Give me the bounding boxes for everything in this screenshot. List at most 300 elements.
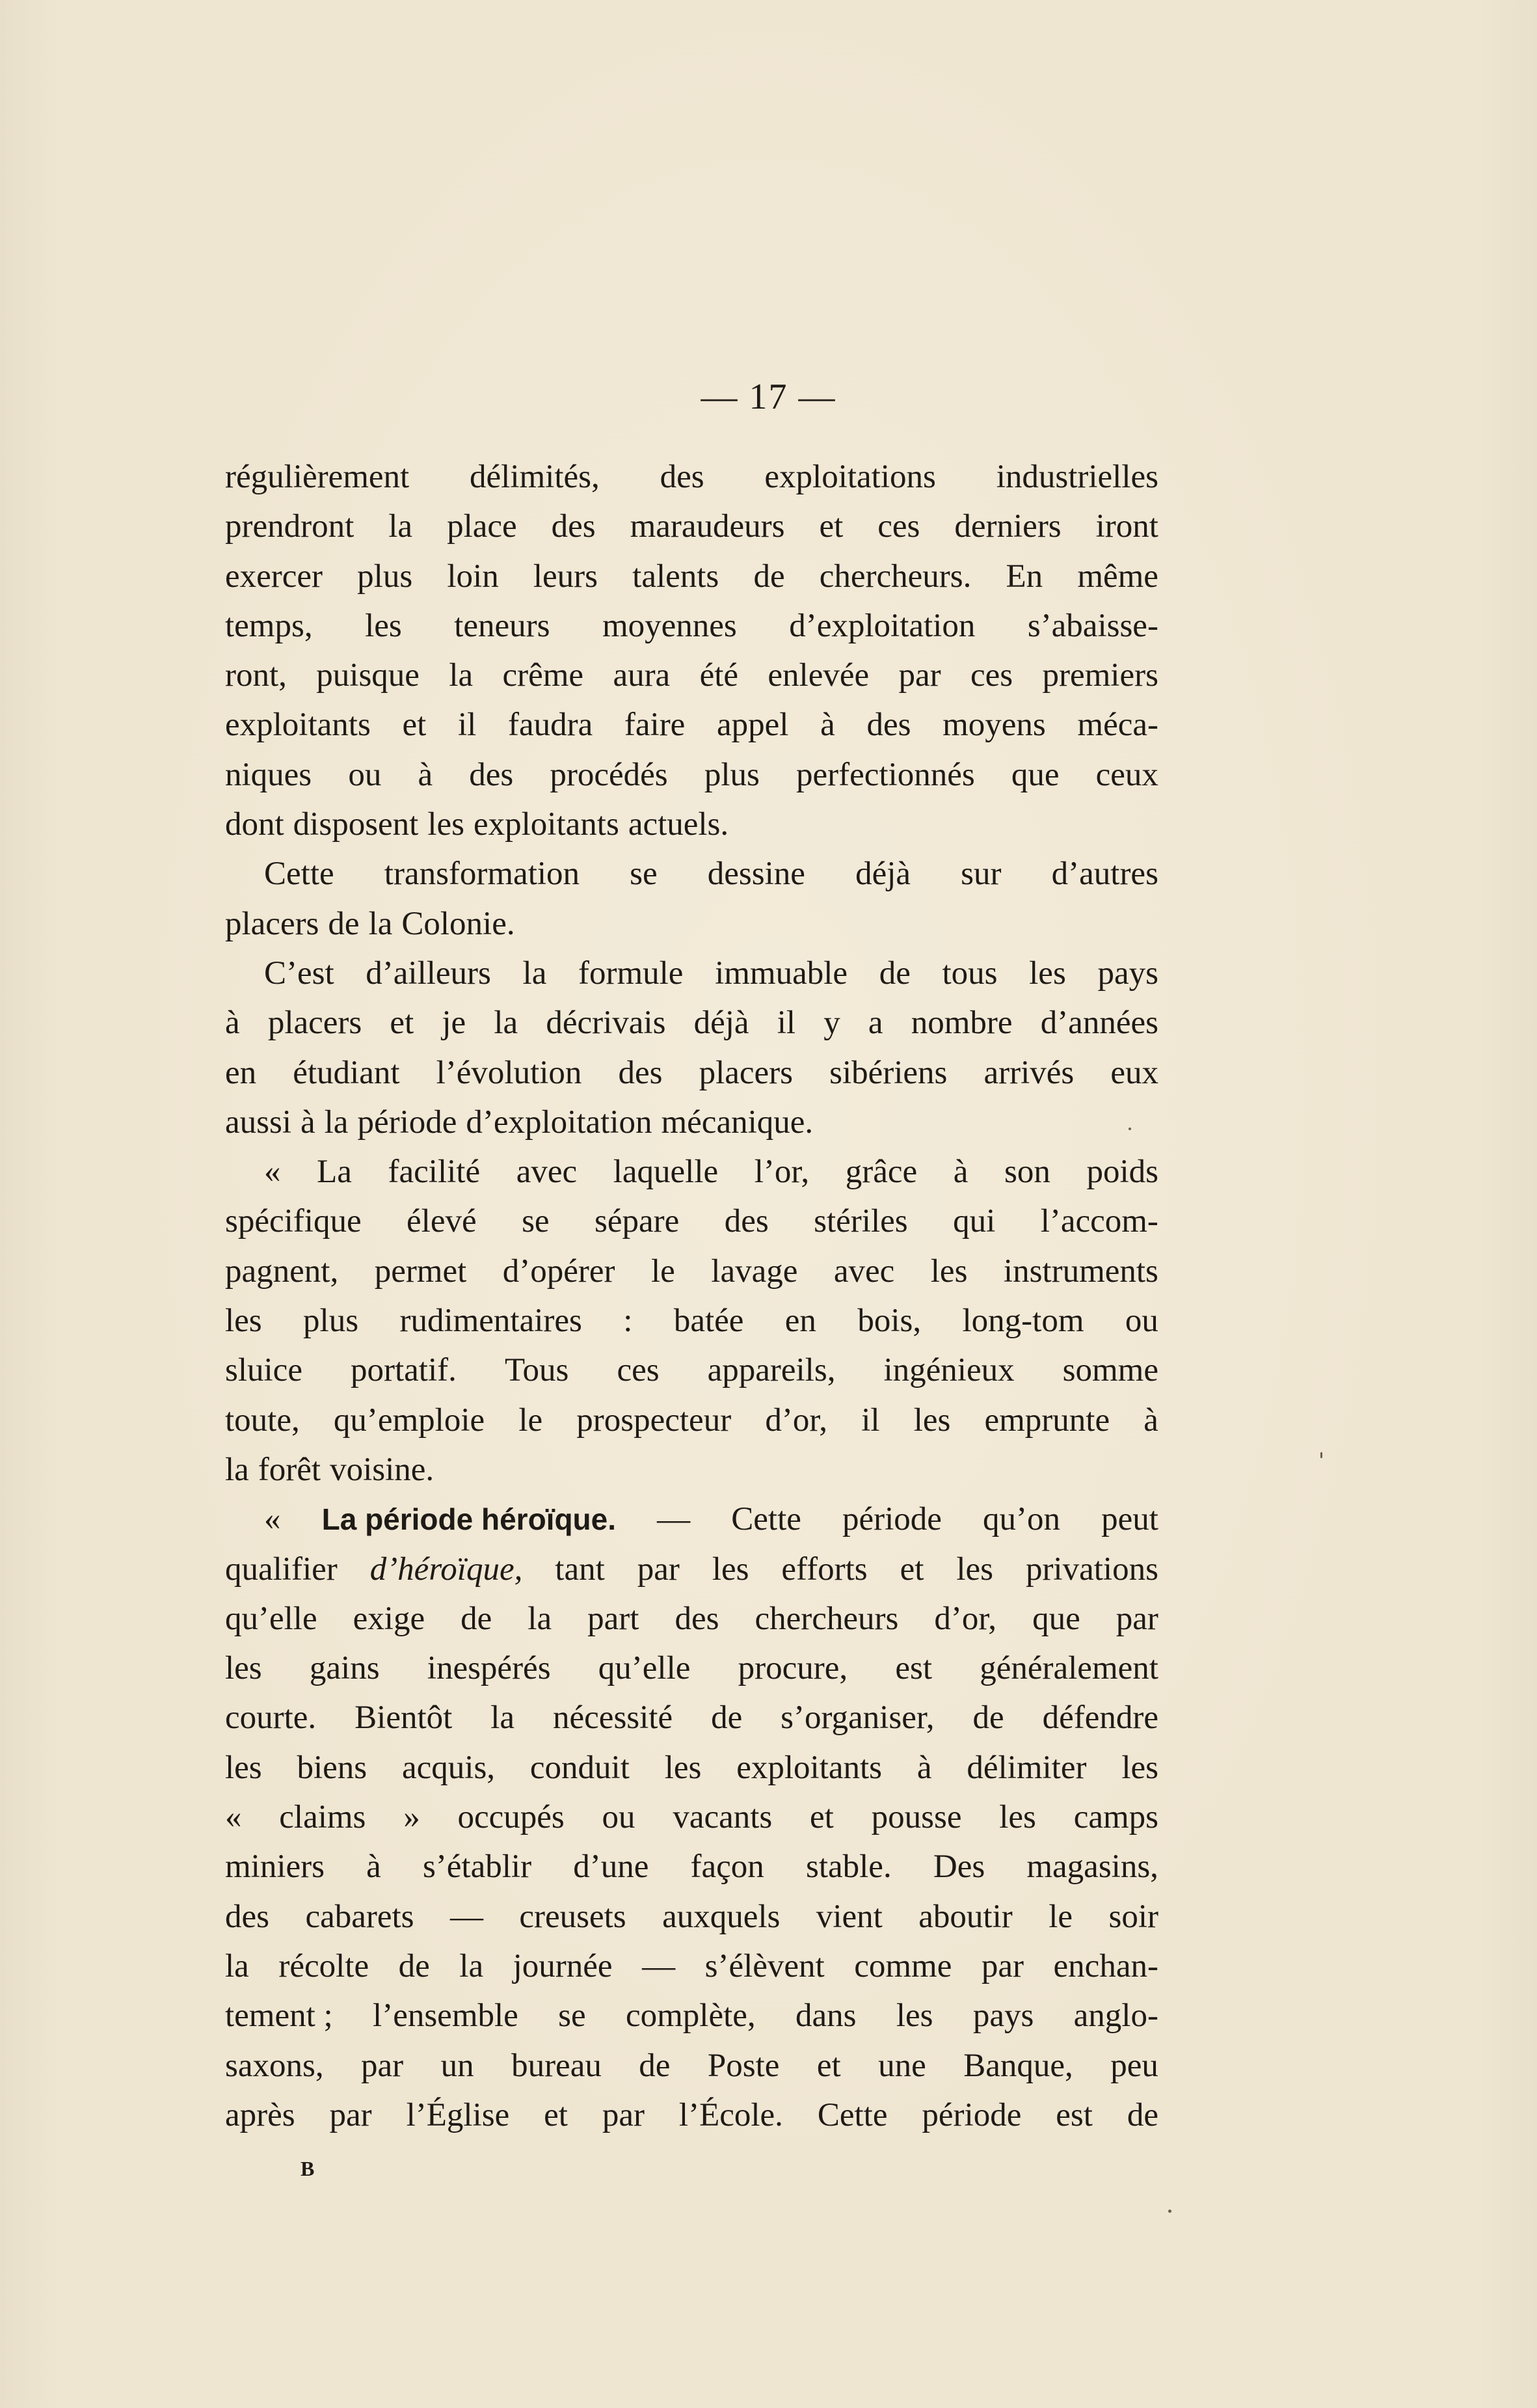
text-line [225,1098,1158,1147]
word: le [1049,1898,1073,1935]
word: par [602,2096,645,2133]
word: l’or, [754,1154,810,1191]
word: pousse [871,1799,962,1836]
word: faudra [507,707,593,744]
word: y [823,1005,840,1042]
word: spécifique [225,1203,362,1240]
word: premiers [1042,657,1158,694]
word: les [225,1650,262,1687]
word: procure, [738,1650,848,1687]
word: placers [225,905,319,942]
text-line [225,1495,1158,1544]
word: un [440,2047,474,2084]
word: exige [353,1600,425,1637]
word: nombre [911,1005,1013,1042]
word: lavage [711,1252,798,1290]
word: dont [225,806,284,843]
word: conduit [529,1749,630,1786]
word: et [390,1005,414,1042]
word: ceux [1095,756,1158,793]
word: délimités, [470,459,600,495]
word: de [461,1600,492,1637]
word: disposent [293,806,419,843]
word: derniers [954,508,1062,545]
word: il [861,1401,880,1439]
word: maraudeurs [630,508,785,545]
word: d’autres [1051,856,1158,893]
word: sépare [595,1203,680,1240]
word: une [878,2047,926,2084]
word: inespérés [427,1650,551,1687]
word: peut [1101,1501,1158,1538]
word: de [711,1699,743,1737]
word: La [317,1154,352,1191]
word: par [329,2096,372,2133]
word: dessine [707,856,805,893]
word: bureau [511,2047,602,2084]
word: délimiter [967,1749,1087,1786]
word: exercer [225,558,323,595]
word: la [225,1451,249,1488]
word: les [712,1550,749,1588]
word: sluice [225,1352,302,1389]
word: prospecteur [576,1401,732,1439]
word: exploitations [764,459,936,495]
word: somme [1062,1352,1158,1389]
word: de [972,1699,1004,1737]
word: la [494,1005,518,1042]
word: toute, [225,1401,300,1439]
word: part [587,1600,639,1637]
word: d’une [573,1848,649,1886]
word: moyennes [602,607,737,644]
word: moyens [942,707,1046,744]
word: défendre [1042,1699,1158,1737]
word: d’exploitation [789,607,976,644]
word: gains [309,1650,380,1687]
word: tant [555,1550,605,1588]
word: facilité [388,1154,481,1191]
text-line [225,651,1158,700]
word: occupés [457,1799,565,1836]
word: les [664,1749,702,1786]
word: pays [972,1997,1034,2035]
word: industrielles [996,459,1158,495]
word: qu’elle [225,1600,317,1637]
word: » [403,1799,420,1836]
word: leurs [533,558,598,595]
word: récolte [278,1947,369,1984]
word: qualifier [225,1550,338,1588]
word: méca- [1077,707,1158,744]
word: stable. [805,1848,892,1886]
word: période [842,1501,942,1538]
word: les [930,1252,968,1290]
word: des [660,459,704,495]
word: d’or, [934,1600,997,1637]
word: grâce [845,1154,918,1191]
word: est [1056,2096,1093,2133]
word: la [459,1947,484,1984]
word: période [357,1103,457,1141]
word: se [630,856,658,893]
word: acquis, [402,1749,496,1786]
text-line [225,1941,1158,1991]
word: ront, [225,657,287,694]
word: exploitants [736,1749,883,1786]
word: les [896,1997,933,2035]
word: à [820,707,835,744]
word: d’opérer [502,1252,615,1290]
text-line [225,800,1158,849]
text-line [225,1247,1158,1296]
word: long-tom [962,1303,1084,1340]
word: exploitants [225,707,371,744]
word: vient [816,1898,883,1935]
word: — [642,1947,676,1984]
word: — [657,1501,691,1538]
word: les [427,806,464,843]
word: étudiant [293,1054,400,1091]
word: talents [632,558,719,595]
word: Cette [817,2096,888,2133]
word: actuels. [628,806,729,843]
word: l’ensemble [373,1997,518,2035]
word: eux [1110,1054,1158,1091]
word: des [866,707,911,744]
word: teneurs [454,607,550,644]
word: avec [833,1252,895,1290]
word: instruments [1003,1252,1158,1290]
text-line [225,849,1158,899]
word: biens [297,1749,368,1786]
word: placers [699,1054,794,1091]
word: de [639,2047,671,2084]
word: comme [854,1947,952,1984]
word: journée [513,1947,613,1984]
paper-speck [1129,1128,1131,1130]
word: Bientôt [354,1699,453,1737]
word: ces [617,1352,660,1389]
text-line [225,1048,1158,1098]
text-line [225,700,1158,750]
word: je [442,1005,466,1042]
word: pays [1097,954,1158,992]
text-line [225,1991,1158,2040]
word: portatif. [351,1352,457,1389]
word: crême [502,657,584,694]
word: à [953,1154,969,1191]
word: auxquels [662,1898,781,1935]
word: la [522,954,547,992]
word: à [225,1005,240,1042]
word: procédés [550,756,668,793]
word: chercheurs. [819,558,972,595]
word: exploitants [474,806,619,843]
body-text [225,452,1158,2140]
word: peu [1110,2047,1158,2084]
signature-mark: B [301,2157,315,2180]
word: « [264,1154,281,1191]
word: que [1032,1600,1080,1637]
word: anglo- [1073,1997,1158,2035]
word: complète, [625,1997,756,2035]
word: même [1077,558,1158,595]
word: de [398,1947,430,1984]
word: la [388,508,413,545]
text-line [225,1743,1158,1792]
word: niques [225,756,312,793]
word: voisine. [330,1451,434,1488]
word: Poste [707,2047,780,2084]
word: ou [602,1799,635,1836]
word: sibériens [829,1054,948,1091]
word: mécanique. [661,1103,814,1141]
word: chercheurs [755,1600,899,1637]
text-line [225,1147,1158,1197]
text-line [225,1197,1158,1246]
word: Cette [264,856,334,893]
word: plus [704,756,760,793]
text-line [225,601,1158,651]
word: ou [348,756,382,793]
word: Banque, [963,2047,1073,2084]
word: En [1006,558,1043,595]
word: les [1029,954,1066,992]
word: — [449,1898,483,1935]
word: « [225,1799,242,1836]
word: après [225,2096,295,2133]
text-line [225,502,1158,551]
word: aboutir [918,1898,1013,1935]
word: place [447,508,517,545]
word: en [784,1303,816,1340]
word: son [1004,1154,1050,1191]
word: les [225,1303,262,1340]
word: des [724,1203,769,1240]
word: à [916,1749,932,1786]
word: il [777,1005,796,1042]
word: par [898,657,941,694]
word: l’Église [406,2096,510,2133]
word: claims [279,1799,366,1836]
word: été [699,657,739,694]
paper-speck [1320,1452,1322,1458]
word: bois, [857,1303,922,1340]
word: emprunte [984,1401,1110,1439]
text-line [225,1644,1158,1693]
word: des [469,756,514,793]
text-line [225,949,1158,998]
word: le [518,1401,543,1439]
word: tement ; [225,1997,333,2035]
word: et [544,2096,568,2133]
word: par [361,2047,404,2084]
text-line [225,998,1158,1048]
word: aura [613,657,671,694]
word: des [618,1054,663,1091]
word: arrivés [983,1054,1075,1091]
word: perfectionnés [796,756,975,793]
word: miniers [225,1848,325,1886]
word: et [819,508,844,545]
word: s’abaisse- [1027,607,1158,644]
word: l’accom- [1040,1203,1158,1240]
word: C’est [264,954,334,992]
word: camps [1073,1799,1158,1836]
word: avec [516,1154,578,1191]
word: se [522,1203,550,1240]
word: de [753,558,785,595]
word: ingénieux [883,1352,1015,1389]
word: Colonie. [401,905,515,942]
text-line [225,1792,1158,1842]
word: la [449,657,474,694]
text-line [225,2041,1158,2090]
word: vacants [673,1799,773,1836]
word: stériles [814,1203,908,1240]
word: aussi [225,1103,291,1141]
word: rudimentaires [399,1303,582,1340]
word: cabarets [305,1898,414,1935]
word: par [637,1550,680,1588]
word: efforts [781,1550,868,1588]
text-line [225,1396,1158,1445]
word: la [324,1103,349,1141]
word: et [900,1550,924,1588]
word: de [1127,2096,1158,2133]
paper-speck [1168,2210,1171,2213]
word: la [490,1699,515,1737]
word: enchan- [1053,1947,1158,1984]
word: ou [1125,1303,1158,1340]
text-line [225,1842,1158,1891]
word: La période héroïque. [321,1502,617,1537]
word: en [225,1054,257,1091]
word: les [365,607,402,644]
word: à [1143,1401,1158,1439]
word: les [999,1799,1036,1836]
word: ces [877,508,920,545]
word: à [418,756,433,793]
word: prendront [225,508,354,545]
text-line [225,899,1158,949]
word: de [328,905,360,942]
word: placers [267,1005,362,1042]
word: régulièrement [225,459,410,495]
word: et [816,2047,841,2084]
word: d’exploitation [466,1103,652,1141]
word: nécessité [553,1699,673,1737]
word: plus [303,1303,359,1340]
word: tous [942,954,998,992]
word: faire [624,707,686,744]
word: déjà [855,856,911,893]
text-line [225,1693,1158,1742]
word: des [551,508,596,545]
word: décrivais [546,1005,666,1042]
word: des [225,1898,269,1935]
word: de [879,954,911,992]
text-line [225,1346,1158,1395]
word: d’années [1040,1005,1158,1042]
word: la [225,1947,249,1984]
word: d’héroïque, [369,1550,523,1588]
word: généralement [980,1650,1158,1687]
word: saxons, [225,2047,324,2084]
word: forêt [258,1451,321,1488]
word: d’ailleurs [366,954,491,992]
word: enlevée [768,657,870,694]
word: les [913,1401,951,1439]
word: sur [961,856,1002,893]
word: les [225,1749,262,1786]
word: iront [1095,508,1158,545]
text-line [225,452,1158,502]
word: période [922,2096,1022,2133]
word: les [1121,1749,1158,1786]
word: est [895,1650,933,1687]
word: a [868,1005,883,1042]
word: et [810,1799,834,1836]
word: s’établir [422,1848,532,1886]
text-line [225,750,1158,800]
word: qui [953,1203,996,1240]
word: s’organiser, [781,1699,935,1737]
word: par [1116,1600,1158,1637]
word: façon [690,1848,764,1886]
word: magasins, [1026,1848,1158,1886]
word: dans [795,1997,857,2035]
word: ces [970,657,1013,694]
word: privations [1025,1550,1158,1588]
word: l’évolution [436,1054,582,1091]
word: la [368,905,393,942]
word: courte. [225,1699,317,1737]
word: qu’on [983,1501,1061,1538]
word: par [981,1947,1024,1984]
text-line [225,1445,1158,1495]
word: pagnent, [225,1252,339,1290]
word: le [651,1252,675,1290]
word: permet [374,1252,467,1290]
word: que [1011,756,1060,793]
word: qu’elle [598,1650,691,1687]
text-line [225,1545,1158,1594]
text-line [225,1296,1158,1346]
text-line [225,1892,1158,1941]
word: à [366,1848,381,1886]
word: creusets [519,1898,626,1935]
word: se [558,1997,586,2035]
word: immuable [715,954,848,992]
word: il [457,707,477,744]
word: Cette [731,1501,801,1538]
word: puisque [316,657,420,694]
word: batée [673,1303,744,1340]
text-line [225,1594,1158,1644]
word: Des [933,1848,985,1886]
word: laquelle [613,1154,719,1191]
word: déjà [693,1005,749,1042]
word: s’élèvent [704,1947,825,1984]
word: l’École. [678,2096,783,2133]
text-line [225,2090,1158,2140]
word: plus [357,558,413,595]
word: temps, [225,607,313,644]
word: poids [1086,1154,1158,1191]
word: qu’emploie [333,1401,485,1439]
